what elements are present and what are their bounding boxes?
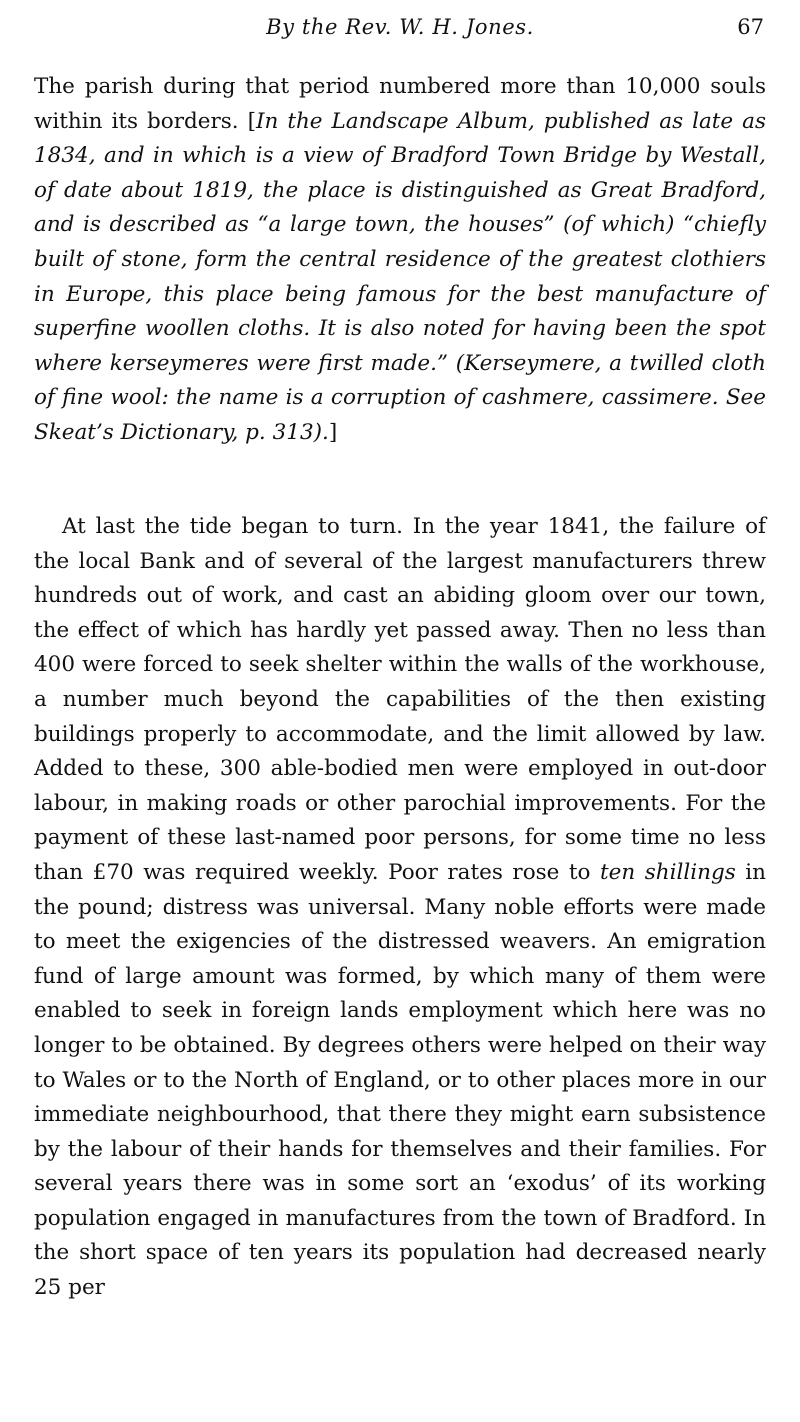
bracket-open: [ (247, 108, 256, 134)
page-number: 67 (737, 15, 764, 39)
ten-shillings-emphasis: ten shillings (600, 859, 736, 885)
paragraph-decline-1841 (34, 510, 766, 1306)
running-head (34, 10, 766, 44)
paragraph-2-part-1: At last the tide began to turn. In the year 1841, the failure of the local Bank and of several of the largest manufacturers threw hundreds out of work, and cast an abiding gloom over our town, the effect of which has hardly yet passed away. Then no less than 400 were forced to seek shelter within the walls of the workhouse, a number much beyond the capabilities of the then existing buildings properly to accommodate, and the limit allowed by law. Added to these, 300 able-bodied men were employed in out-door labour, in making roads or other parochial improvements. For the payment of these last-named poor persons, for some time no less than £70 was required weekly. Poor rates rose to (34, 514, 766, 885)
paragraph-parish-population (34, 70, 766, 451)
paragraph-1-lead: The parish during that period numbered more than 10,000 souls within its borders. (34, 74, 766, 134)
landscape-album-quote: In the Landscape Album, published as late as 1834, and in which is a view of Bradford Town Bridge by Westall, of date about 1819, the place is distinguished as Great Bradford, and is described as “a large town, the houses” (of which) “chiefly built of stone, form the central residence of the greatest clothiers in Europe, this place being famous for the best manufacture of superfine woollen cloths. It is also noted for having been the spot where kerseymeres were first made.” (Kerseymere, a twilled cloth of fine wool: the name is a corruption of cashmere, cassimere. See Skeat’s Dictionary, p. 313). (34, 108, 766, 445)
bracket-close: ] (328, 419, 338, 445)
book-page (34, 0, 766, 1422)
running-title: By the Rev. W. H. Jones. (266, 15, 534, 39)
paragraph-2-part-2: in the pound; distress was universal. Many noble efforts were made to meet the exigencies of the distressed weavers. An emigration fund of large amount was formed, by which many of them were enabled to seek in foreign lands employment which here was no longer to be obtained. By degrees others were helped on their way to Wales or to the North of England, or to other places more in our immediate neighbourhood, that there they might earn subsistence by the labour of their hands for themselves and their families. For several years there was in some sort an ‘exodus’ of its working population engaged in manufactures from the town of Bradford. In the short space of ten years its population had decreased nearly 25 per (34, 859, 767, 1301)
